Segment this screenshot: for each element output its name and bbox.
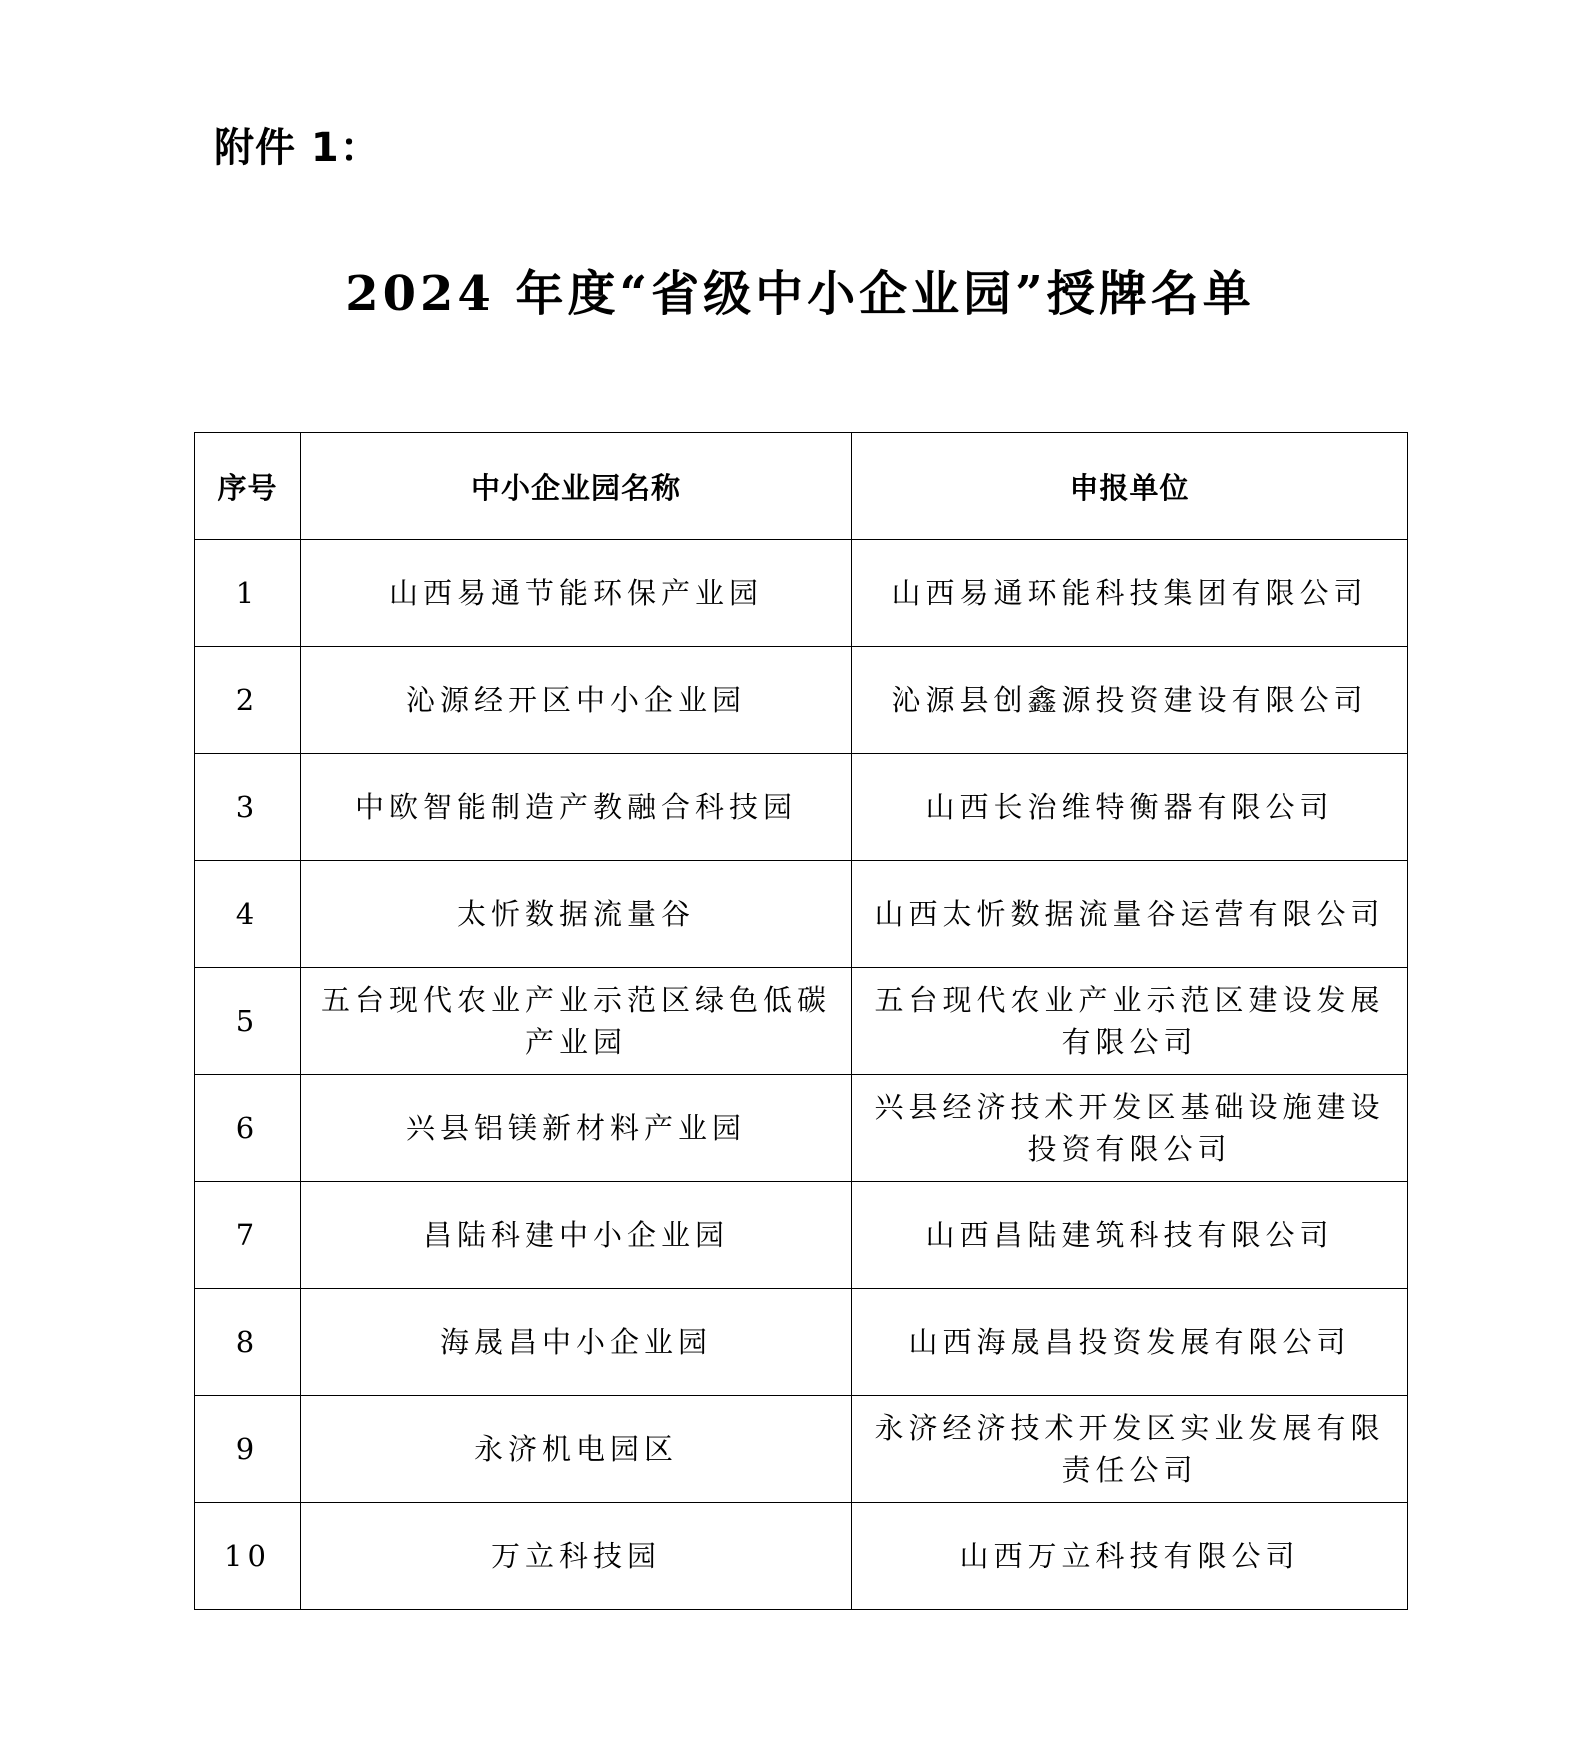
table-row — [195, 540, 1408, 647]
row-applicant: 兴县经济技术开发区基础设施建设投资有限公司 — [852, 1075, 1408, 1182]
row-index: 1 — [195, 540, 301, 647]
row-park-name: 兴县铝镁新材料产业园 — [301, 1075, 852, 1182]
row-park-name: 海晟昌中小企业园 — [301, 1289, 852, 1396]
row-index: 4 — [195, 861, 301, 968]
row-index: 8 — [195, 1289, 301, 1396]
table-row — [195, 1075, 1408, 1182]
row-park-name: 山西易通节能环保产业园 — [301, 540, 852, 647]
row-index: 2 — [195, 647, 301, 754]
header-park-name: 中小企业园名称 — [301, 433, 852, 540]
table-row — [195, 968, 1408, 1075]
row-park-name: 万立科技园 — [301, 1503, 852, 1610]
row-index: 3 — [195, 754, 301, 861]
row-applicant: 山西长治维特衡器有限公司 — [852, 754, 1408, 861]
row-index: 10 — [195, 1503, 301, 1610]
row-applicant: 山西万立科技有限公司 — [852, 1503, 1408, 1610]
row-index: 7 — [195, 1182, 301, 1289]
table-row — [195, 1396, 1408, 1503]
page-title: 2024 年度“省级中小企业园”授牌名单 — [345, 266, 1255, 322]
row-park-name: 永济机电园区 — [301, 1396, 852, 1503]
row-park-name: 五台现代农业产业示范区绿色低碳产业园 — [301, 968, 852, 1075]
attachment-label: 附件 1： — [214, 125, 381, 171]
table-row — [195, 754, 1408, 861]
table-header-row — [195, 433, 1408, 540]
row-index: 5 — [195, 968, 301, 1075]
row-applicant: 山西昌陆建筑科技有限公司 — [852, 1182, 1408, 1289]
header-applicant: 申报单位 — [852, 433, 1408, 540]
row-index: 9 — [195, 1396, 301, 1503]
header-index: 序号 — [195, 433, 301, 540]
table-row — [195, 1503, 1408, 1610]
row-applicant: 沁源县创鑫源投资建设有限公司 — [852, 647, 1408, 754]
row-applicant: 五台现代农业产业示范区建设发展有限公司 — [852, 968, 1408, 1075]
row-applicant: 山西易通环能科技集团有限公司 — [852, 540, 1408, 647]
award-list-table — [194, 432, 1408, 1610]
row-park-name: 太忻数据流量谷 — [301, 861, 852, 968]
row-park-name: 昌陆科建中小企业园 — [301, 1182, 852, 1289]
table-row — [195, 1289, 1408, 1396]
row-applicant: 山西海晟昌投资发展有限公司 — [852, 1289, 1408, 1396]
row-park-name: 沁源经开区中小企业园 — [301, 647, 852, 754]
table-row — [195, 861, 1408, 968]
row-applicant: 山西太忻数据流量谷运营有限公司 — [852, 861, 1408, 968]
row-index: 6 — [195, 1075, 301, 1182]
table-row — [195, 1182, 1408, 1289]
table-row — [195, 647, 1408, 754]
row-park-name: 中欧智能制造产教融合科技园 — [301, 754, 852, 861]
row-applicant: 永济经济技术开发区实业发展有限责任公司 — [852, 1396, 1408, 1503]
